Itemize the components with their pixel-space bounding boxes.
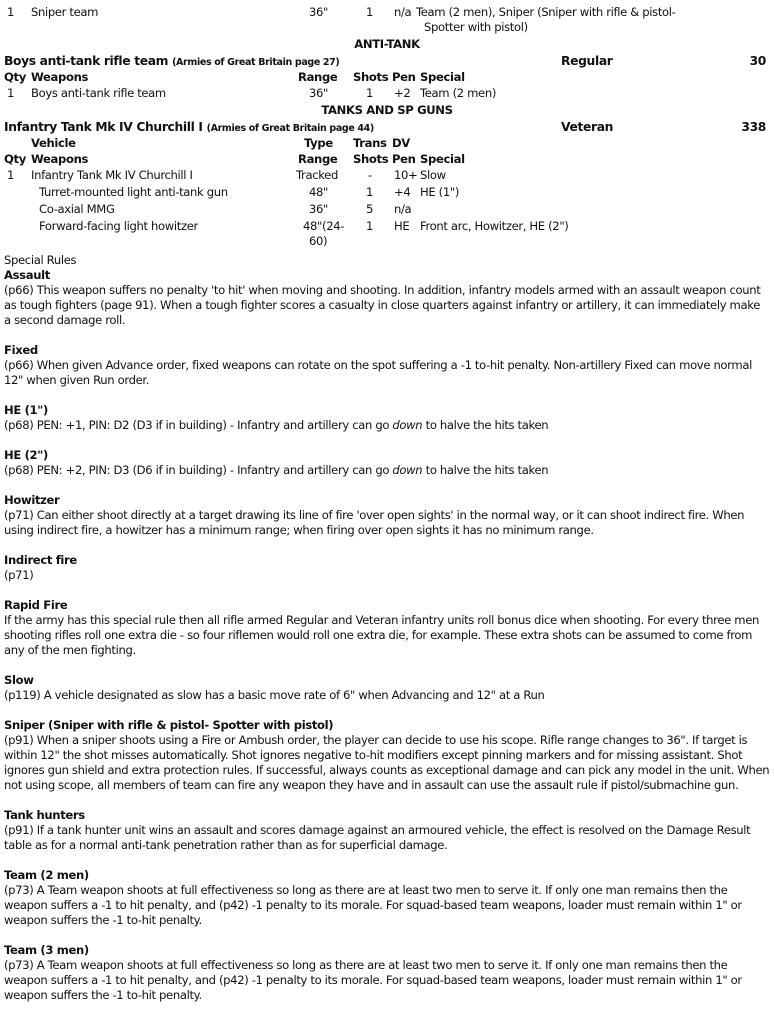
unit-name: Boys anti-tank rifle team <box>4 54 169 68</box>
trans-cell: - <box>368 168 372 182</box>
rule-text-part: (p68) PEN: +1, PIN: D2 (D3 if in building) - Infantry and artillery can go <box>4 418 393 432</box>
shots-cell: 1 <box>366 5 374 19</box>
rule-fixed <box>4 343 770 388</box>
special-cell: HE (1") <box>420 185 460 199</box>
header-special: Special <box>420 70 465 84</box>
unit-name: Infantry Tank Mk IV Churchill I <box>4 120 203 134</box>
table-header-row-1 <box>4 136 770 152</box>
weapon-cell: Forward-facing light howitzer <box>39 219 198 233</box>
dv-cell: 10+ <box>394 168 418 182</box>
header-dv: DV <box>392 136 410 150</box>
weapon-row <box>4 86 770 101</box>
unit-experience: Veteran <box>561 120 614 134</box>
header-type: Type <box>304 136 333 150</box>
range-cell: 48"(24- <box>303 219 345 233</box>
rule-text-part: to halve the hits taken <box>422 463 549 477</box>
rule-text: (p91) When a sniper shoots using a Fire or Ambush order, the player can decide to use his scope. Rifle range changes to 36". If target is within 12" the shot misses automatically. Shot ignores negative to-hit modifiers except pinning markers and for missing assistant. Shot ignores gun shield and extra protection rules. If successful, always counts as exceptional damage and can pick any model in the unit. When not using scope, all members of team can fire any weapon they have and in assault can use the assault rule if pistol/submachine gun. <box>4 733 770 792</box>
rule-text: (p119) A vehicle designated as slow has a basic move rate of 6" when Advancing and 12" at a Run <box>4 688 545 702</box>
vehicle-name-cell: Infantry Tank Mk IV Churchill I <box>31 168 193 182</box>
weapon-cell: Boys anti-tank rifle team <box>31 86 166 100</box>
header-vehicle: Vehicle <box>31 136 76 150</box>
rule-title: Slow <box>4 673 34 687</box>
unit-experience: Regular <box>561 54 613 68</box>
section-heading-anti-tank: ANTI-TANK <box>354 37 420 51</box>
weapon-cell: Co-axial MMG <box>39 202 115 216</box>
header-pen: Pen <box>392 70 416 84</box>
rule-text: (p91) If a tank hunter unit wins an assault and scores damage against an armoured vehicle, the effect is resolved on the Damage Result table as for a normal anti-tank penetration rather than as for superficial damage. <box>4 823 751 852</box>
special-cell: Team (2 men) <box>420 86 497 100</box>
type-cell: Tracked <box>296 168 338 182</box>
rule-text: (p66) When given Advance order, fixed weapons can rotate on the spot suffering a -1 to-hit penalty. Non-artillery Fixed can move normal 12" when given Run order. <box>4 358 752 387</box>
rule-title: HE (2") <box>4 448 48 462</box>
rule-text: (p73) A Team weapon shoots at full effectiveness so long as there are at least two men to serve it. If only one man remains then the weapon suffers a -1 to hit penalty, and (p42) -1 penalty to its morale. For squad-based team weapons, loader must remain within 1" or weapon suffers the -1 to-hit penalty. <box>4 958 742 1002</box>
rule-title: Assault <box>4 268 50 282</box>
special-cell: Team (2 men), Sniper (Sniper with rifle & pistol- <box>416 5 676 19</box>
section-heading-tanks: TANKS AND SP GUNS <box>321 103 453 117</box>
rule-team-2-men <box>4 868 770 928</box>
table-header-row-2 <box>4 152 770 168</box>
range-cell: 48" <box>309 185 329 199</box>
qty-cell: 1 <box>7 5 15 19</box>
rule-text: (p71) <box>4 568 34 582</box>
special-cell: Front arc, Howitzer, HE (2") <box>420 219 569 233</box>
qty-cell: 1 <box>7 168 15 182</box>
rule-title: Sniper (Sniper with rifle & pistol- Spotter with pistol) <box>4 718 334 732</box>
unit-points: 338 <box>741 120 766 134</box>
weapon-row <box>4 219 770 249</box>
header-special: Special <box>420 152 465 166</box>
rule-text: If the army has this special rule then all rifle armed Regular and Veteran infantry units roll bonus dice when shooting. For every three men shooting rifles roll one extra die - so four riflemen would roll one extra die, for example. These extra shots can be assumed to come from any of the men fighting. <box>4 613 759 657</box>
range-cell-cont: 60) <box>309 234 328 248</box>
header-shots: Shots <box>353 152 389 166</box>
range-cell: 36" <box>309 202 329 216</box>
rule-sniper <box>4 718 770 793</box>
pen-cell: +4 <box>394 185 411 199</box>
rule-slow <box>4 673 770 703</box>
header-weapons: Weapons <box>31 70 89 84</box>
pen-cell: +2 <box>394 86 411 100</box>
unit-reference: (Armies of Great Britain page 44) <box>206 123 374 134</box>
weapon-row-sniper-team <box>4 5 770 20</box>
rule-text <box>4 463 770 478</box>
special-rules-section <box>4 253 770 1003</box>
shots-cell: 1 <box>366 219 374 233</box>
weapon-row <box>4 202 770 219</box>
special-cell: Slow <box>420 168 446 182</box>
rule-assault <box>4 268 770 328</box>
rule-text <box>4 418 770 433</box>
header-range: Range <box>298 152 338 166</box>
rule-title: Fixed <box>4 343 38 357</box>
unit-header-churchill <box>4 119 770 136</box>
weapon-row <box>4 185 770 202</box>
army-list-document <box>0 5 774 1003</box>
header-shots: Shots <box>353 70 389 84</box>
weapon-cell: Turret-mounted light anti-tank gun <box>39 185 228 199</box>
rule-text-emphasis: down <box>392 418 423 432</box>
qty-cell: 1 <box>7 86 15 100</box>
range-cell: 36" <box>309 86 329 100</box>
header-qty: Qty <box>4 152 26 166</box>
rule-howitzer <box>4 493 770 538</box>
rule-text: (p71) Can either shoot directly at a target drawing its line of fire 'over open sights' in the normal way, or it can shoot indirect fire. When using indirect fire, a howitzer has a minimum range; when firing over open sights it has no minimum range. <box>4 508 745 537</box>
header-trans: Trans <box>353 136 387 150</box>
shots-cell: 5 <box>366 202 374 216</box>
table-header-row <box>4 70 770 86</box>
rule-title: Team (2 men) <box>4 868 89 882</box>
rule-text: (p73) A Team weapon shoots at full effectiveness so long as there are at least two men to serve it. If only one man remains then the weapon suffers a -1 to hit penalty, and (p42) -1 penalty to its morale. For squad-based team weapons, loader must remain within 1" or weapon suffers the -1 to-hit penalty. <box>4 883 742 927</box>
rule-text: (p66) This weapon suffers no penalty 'to hit' when moving and shooting. In addition, infantry models armed with an assault weapon count as tough fighters (page 91). When a tough fighter scores a casualty in close quarters against infantry or artillery, it can immediately make a second damage roll. <box>4 283 761 327</box>
weapon-row-sniper-team-cont <box>4 20 770 35</box>
rule-he-2 <box>4 448 770 478</box>
rule-he-1 <box>4 403 770 433</box>
shots-cell: 1 <box>366 185 374 199</box>
header-range: Range <box>298 70 338 84</box>
rule-tank-hunters <box>4 808 770 853</box>
rule-text-emphasis: down <box>392 463 423 477</box>
range-cell: 36" <box>309 5 329 19</box>
header-qty: Qty <box>4 70 26 84</box>
rule-title: Rapid Fire <box>4 598 68 612</box>
rule-title: Howitzer <box>4 493 60 507</box>
header-pen: Pen <box>392 152 416 166</box>
unit-points: 30 <box>749 54 766 68</box>
special-rules-heading: Special Rules <box>4 253 77 267</box>
rule-title: Team (3 men) <box>4 943 89 957</box>
pen-cell: HE <box>394 219 410 233</box>
rule-title: Tank hunters <box>4 808 85 822</box>
pen-cell: n/a <box>394 202 412 216</box>
weapon-cell: Sniper team <box>31 5 99 19</box>
unit-reference: (Armies of Great Britain page 27) <box>172 57 340 68</box>
pen-cell: n/a <box>394 5 412 19</box>
shots-cell: 1 <box>366 86 374 100</box>
special-cell-cont: Spotter with pistol) <box>424 20 528 34</box>
rule-team-3-men <box>4 943 770 1003</box>
rule-title: Indirect fire <box>4 553 77 567</box>
header-weapons: Weapons <box>31 152 89 166</box>
rule-rapid-fire <box>4 598 770 658</box>
rule-text-part: (p68) PEN: +2, PIN: D3 (D6 if in building) - Infantry and artillery can go <box>4 463 393 477</box>
vehicle-row <box>4 168 770 185</box>
rule-text-part: to halve the hits taken <box>422 418 549 432</box>
rule-title: HE (1") <box>4 403 48 417</box>
unit-header-boys <box>4 53 770 70</box>
rule-indirect-fire <box>4 553 770 583</box>
